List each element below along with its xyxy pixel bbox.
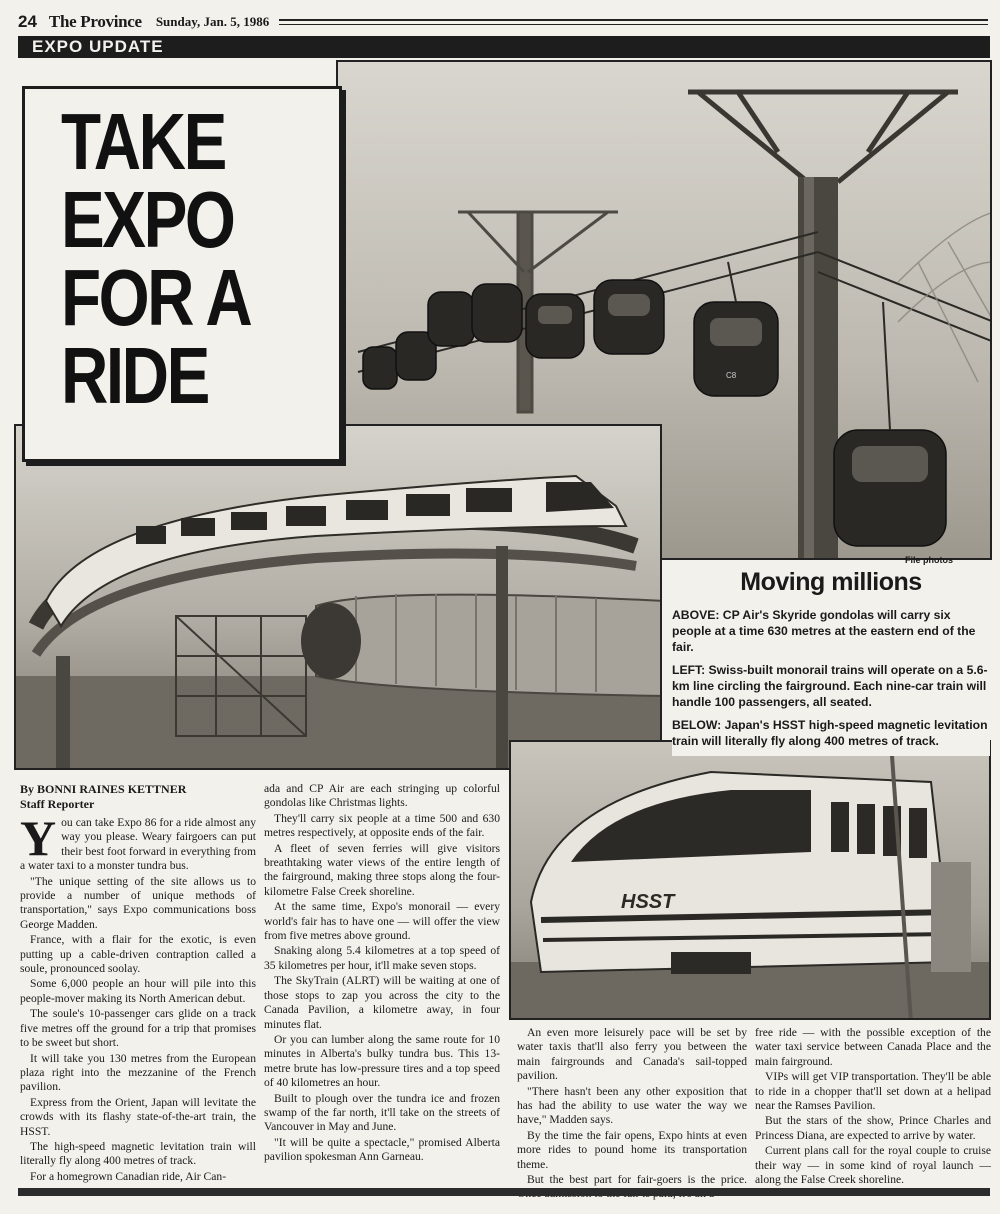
- article-paragraph: It will take you 130 metres from the European plaza right into the mezzanine of the French pavilion.: [20, 1051, 256, 1094]
- article-column-1: [20, 810, 256, 1185]
- hsst-label: HSST: [621, 891, 675, 913]
- caption-left: LEFT: Swiss-built monorail trains will operate on a 5.6-km line circling the fairground. Each nine-car train will handle 100 passengers, all seated.: [672, 663, 988, 709]
- article-paragraph: Express from the Orient, Japan will levitate the crowds with its flashy state-of-the-art train, the HSST.: [20, 1095, 256, 1138]
- byline-role: Staff Reporter: [20, 797, 95, 811]
- article-paragraph: "The unique setting of the site allows us to provide a number of unique methods of transportation," says Expo communications boss George Madden.: [20, 874, 256, 931]
- article-paragraph: At the same time, Expo's monorail — every world's fair has to have one — will offer the view from five metres above ground.: [264, 900, 500, 943]
- article-paragraph: The SkyTrain (ALRT) will be waiting at one of those stops to zap you across the city to the Canada Pavilion, a kilometre away, in four minutes flat.: [264, 974, 500, 1031]
- headline-line-4: RIDE: [61, 331, 208, 420]
- caption-below: BELOW: Japan's HSST high-speed magnetic levitation train will literally fly along 400 metres of track.: [672, 718, 988, 748]
- article-paragraph: "It will be quite a spectacle," promised Alberta pavilion spokesman Ann Garneau.: [264, 1135, 500, 1164]
- issue-date: Sunday, Jan. 5, 1986: [155, 14, 270, 29]
- hsst-photo: [509, 740, 991, 1020]
- article-paragraph: VIPs will get VIP transportation. They'll be able to ride in a chopper that'll set down at a helipad near the Ramses Pavilion.: [755, 1070, 991, 1113]
- article-column-4: [755, 1026, 991, 1188]
- article-paragraph: Current plans call for the royal couple to cruise their way — in some kind of royal launch — along the False Creek shoreline.: [755, 1144, 991, 1187]
- monorail-photo: [14, 424, 662, 770]
- caption-above: ABOVE: CP Air's Skyride gondolas will carry six people at a time 630 metres at the eastern end of the fair.: [672, 608, 976, 654]
- headline-line-2: EXPO: [61, 175, 234, 264]
- article-paragraph: Built to plough over the tundra ice and frozen swamp of the far north, it'll take on the streets of Vancouver in May and June.: [264, 1091, 500, 1134]
- article-paragraph: ada and CP Air are each stringing up colorful gondolas like Christmas lights.: [264, 782, 500, 810]
- headline-line-1: TAKE: [61, 97, 225, 186]
- section-bar: [18, 36, 990, 58]
- page-number: 24: [18, 12, 37, 31]
- article-paragraph: An even more leisurely pace will be set by water taxis that'll also ferry you between the main fairgrounds and Canada's sail-topped pavilion.: [517, 1026, 747, 1083]
- section-title: EXPO UPDATE: [32, 37, 164, 56]
- article-column-3: [517, 1026, 747, 1203]
- article-paragraph: A fleet of seven ferries will give visitors breathtaking water views of the entire length of the fairground, making three stops along the four-kilometre False Creek shoreline.: [264, 841, 500, 898]
- article-paragraph: But the stars of the show, Prince Charles and Princess Diana, are expected to arrive by water.: [755, 1114, 991, 1142]
- article-paragraph: France, with a flair for the exotic, is even putting up a cable-driven contraption called a soule, pronounced soolay.: [20, 933, 256, 976]
- headline-box: [22, 86, 342, 462]
- photo-credit: File photos: [905, 555, 953, 565]
- article-paragraph: They'll carry six people at a time 500 and 630 metres respectively, at opposite ends of the fair.: [264, 811, 500, 840]
- gondola-car-label: C8: [726, 371, 737, 380]
- byline: [20, 782, 186, 812]
- article-paragraph: The high-speed magnetic levitation train will literally fly along 400 metres of track.: [20, 1139, 256, 1168]
- caption-title: Moving millions: [740, 568, 922, 596]
- article-paragraph: The soule's 10-passenger cars glide on a track five metres off the ground for a trip that promises to be sweet but short.: [20, 1007, 256, 1050]
- photo-caption: [672, 566, 990, 756]
- hsst-illustration: [511, 742, 991, 1020]
- drop-cap: Y: [20, 810, 57, 866]
- monorail-illustration: [16, 426, 662, 770]
- masthead-rule: [279, 19, 988, 25]
- article-paragraph: "There hasn't been any other exposition that has had the ability to use water the way we have," Madden says.: [517, 1084, 747, 1127]
- article-paragraph: For a homegrown Canadian ride, Air Can-: [30, 1169, 227, 1183]
- article-paragraph: Some 6,000 people an hour will pile into this people-mover making its North American debut.: [20, 977, 256, 1005]
- bottom-rule: [18, 1188, 990, 1196]
- article-column-2: [264, 782, 500, 1166]
- article-paragraph: Or you can lumber along the same route for 10 minutes in Alberta's bulky tundra bus. This 13-metre brute has low-pressure tires and a top speed of 40 kilometres an hour.: [264, 1032, 500, 1090]
- article-paragraph: free ride — with the possible exception of the water taxi service between Canada Place and the main fairground.: [755, 1026, 991, 1068]
- article-paragraph: But the best part for fair-goers is the price.: [527, 1173, 747, 1187]
- paper-name: The Province: [48, 12, 142, 31]
- article-paragraph: By the time the fair opens, Expo hints at even more rides to pound home its transportation theme.: [517, 1128, 747, 1171]
- masthead: [18, 10, 988, 34]
- article-paragraph: You can take Expo 86 for a ride almost any way you please. Weary fairgoers can put their best foot forward in everything from a water taxi to a monster tundra bus.: [20, 810, 256, 873]
- article-paragraph: Snaking along 5.4 kilometres at a top speed of 35 kilometres per hour, it'll make seven stops.: [264, 944, 500, 972]
- byline-author: By BONNI RAINES KETTNER: [20, 782, 187, 796]
- headline-line-3: FOR A: [61, 253, 251, 342]
